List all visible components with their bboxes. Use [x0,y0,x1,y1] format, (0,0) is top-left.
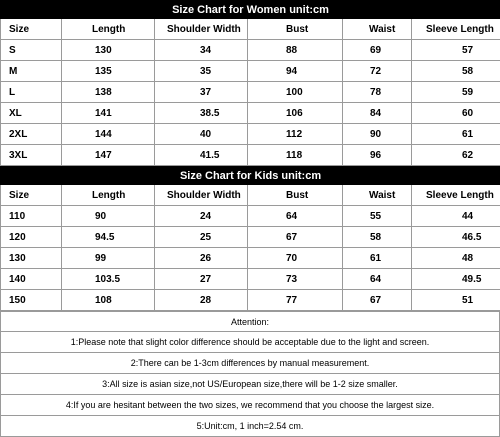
cell-size: L [1,82,62,103]
table-row [1,248,500,269]
cell-bust: 73 [248,269,343,290]
cell-waist: 90 [343,124,412,145]
cell-size: 110 [1,206,62,227]
cell-sleeve-length: 48 [412,248,500,269]
cell-sleeve-length: 58 [412,61,500,82]
col-header-length: Length [62,185,155,206]
table-row [1,206,500,227]
cell-length: 94.5 [62,227,155,248]
cell-bust: 67 [248,227,343,248]
attention-notes [0,311,500,437]
cell-size: 2XL [1,124,62,145]
table-row [1,40,500,61]
cell-size: 130 [1,248,62,269]
cell-bust: 77 [248,290,343,311]
cell-size: 140 [1,269,62,290]
attention-title: Attention: [1,312,500,332]
cell-shoulder-width: 38.5 [155,103,248,124]
table-row [1,82,500,103]
cell-size: 150 [1,290,62,311]
cell-length: 144 [62,124,155,145]
kids-header-row [1,185,500,206]
cell-sleeve-length: 62 [412,145,500,166]
cell-shoulder-width: 40 [155,124,248,145]
cell-length: 130 [62,40,155,61]
cell-bust: 94 [248,61,343,82]
note-item: 1:Please note that slight color difference should be acceptable due to the light and screen. [1,332,500,353]
cell-sleeve-length: 46.5 [412,227,500,248]
cell-size: 120 [1,227,62,248]
cell-bust: 88 [248,40,343,61]
cell-length: 90 [62,206,155,227]
cell-length: 135 [62,61,155,82]
cell-waist: 67 [343,290,412,311]
cell-waist: 64 [343,269,412,290]
cell-sleeve-length: 60 [412,103,500,124]
cell-shoulder-width: 35 [155,61,248,82]
cell-size: XL [1,103,62,124]
kids-table-title: Size Chart for Kids unit:cm [1,167,500,185]
cell-size: S [1,40,62,61]
cell-waist: 61 [343,248,412,269]
cell-length: 103.5 [62,269,155,290]
cell-waist: 69 [343,40,412,61]
col-header-size: Size [1,19,62,40]
cell-bust: 70 [248,248,343,269]
cell-bust: 100 [248,82,343,103]
note-item: 5:Unit:cm, 1 inch=2.54 cm. [1,416,500,437]
table-row [1,227,500,248]
col-header-waist: Waist [343,19,412,40]
table-row [1,145,500,166]
cell-shoulder-width: 26 [155,248,248,269]
cell-shoulder-width: 37 [155,82,248,103]
cell-sleeve-length: 59 [412,82,500,103]
cell-bust: 64 [248,206,343,227]
cell-waist: 58 [343,227,412,248]
cell-sleeve-length: 49.5 [412,269,500,290]
col-header-size: Size [1,185,62,206]
cell-length: 141 [62,103,155,124]
col-header-sleeve-length: Sleeve Length [412,185,500,206]
cell-shoulder-width: 25 [155,227,248,248]
cell-sleeve-length: 61 [412,124,500,145]
cell-waist: 78 [343,82,412,103]
col-header-shoulder-width: Shoulder Width [155,185,248,206]
col-header-waist: Waist [343,185,412,206]
col-header-length: Length [62,19,155,40]
cell-length: 108 [62,290,155,311]
cell-shoulder-width: 28 [155,290,248,311]
table-row [1,269,500,290]
table-row [1,103,500,124]
col-header-bust: Bust [248,19,343,40]
cell-waist: 96 [343,145,412,166]
cell-shoulder-width: 24 [155,206,248,227]
note-item: 3:All size is asian size,not US/European size,there will be 1-2 size smaller. [1,374,500,395]
cell-shoulder-width: 41.5 [155,145,248,166]
cell-length: 147 [62,145,155,166]
cell-shoulder-width: 27 [155,269,248,290]
cell-bust: 118 [248,145,343,166]
cell-bust: 112 [248,124,343,145]
cell-length: 99 [62,248,155,269]
cell-sleeve-length: 44 [412,206,500,227]
cell-size: M [1,61,62,82]
note-item: 2:There can be 1-3cm differences by manual measurement. [1,353,500,374]
women-size-table [0,0,500,166]
table-row [1,290,500,311]
kids-size-table [0,166,500,311]
cell-sleeve-length: 51 [412,290,500,311]
cell-waist: 55 [343,206,412,227]
col-header-sleeve-length: Sleeve Length [412,19,500,40]
cell-waist: 72 [343,61,412,82]
cell-waist: 84 [343,103,412,124]
cell-shoulder-width: 34 [155,40,248,61]
cell-bust: 106 [248,103,343,124]
table-row [1,124,500,145]
cell-sleeve-length: 57 [412,40,500,61]
women-header-row [1,19,500,40]
women-table-title: Size Chart for Women unit:cm [1,1,500,19]
col-header-bust: Bust [248,185,343,206]
note-item: 4:If you are hesitant between the two sizes, we recommend that you choose the largest size. [1,395,500,416]
cell-length: 138 [62,82,155,103]
table-row [1,61,500,82]
cell-size: 3XL [1,145,62,166]
col-header-shoulder-width: Shoulder Width [155,19,248,40]
